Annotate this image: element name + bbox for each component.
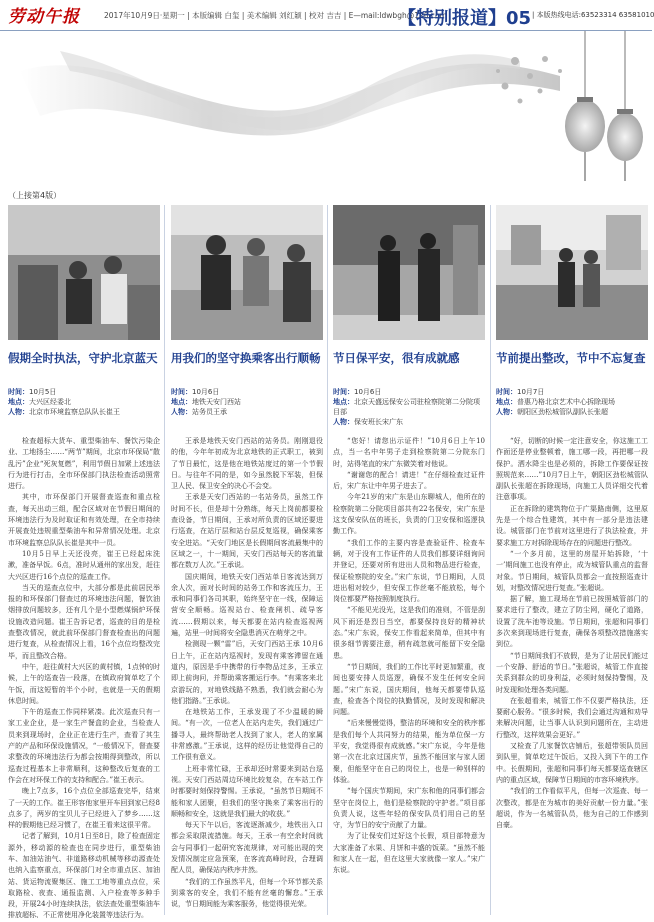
header-info: 2017年10月9日·星期一 | 本版编辑 白玺 | 美术编辑 刘红颖 | 校对 吉吉 | E—mail:ldwbgh@126.com: [104, 11, 447, 20]
story-paragraph: “节日期间，我们的工作比平时更加繁重，夜间也要安排人员巡逻，确保不发生任何安全问题。”宋广东说，国庆期间，他每天都要带队巡查，检查各个岗位的执勤情况，及时发现和解决问题。: [333, 662, 485, 717]
column-divider: [490, 205, 491, 915]
story-paragraph: 又检查了几家餐饮店铺后，张超带领队员回到队里，简单吃过午饭后，又投入到下午的工作中。长假期间，张超和同事们每天都要巡查辖区内的重点区域，保障节日期间的市容环境秩序。: [496, 742, 648, 784]
story-paragraph: “一个多月前，这里的房屋开始拆除，‘十一’期间施工也没有停止，成为城管队重点的监督对象。节日期间，城管队员都会一直按照巡查计划，对整改情况进行复查。”张超说。: [496, 549, 648, 592]
story-paragraph: “好，切断的时候一定注意安全，你这施工工作面还是停业整顿着，施工哪一段，再把哪一段保护。洒水降尘也是必须的，拆除工作要保证按照规范来……”10月7日上午，朝阳区劲松城管队副队长张超在拆除现场，向施工人员详细交代着注意事项。: [496, 437, 648, 502]
photo-subway: [171, 205, 323, 340]
story-paragraph: 为了让保安们过好这个长假，项目部特意为大家准备了水果、月饼和丰盛的饭菜。“虽然不能和家人在一起，但在这里大家就像一家人。”宋广东说。: [333, 832, 485, 875]
story-paragraph: “后来慢慢觉得，整洁的环境和安全的秩序都是我们每个人共同努力的结果，能为单位保一方平安，我觉得很有成就感。”宋广东说，今年是他第一次在北京过国庆节，虽然不能回家与家人团聚，但能坚守在自己的岗位上，也是一种别样的体验。: [333, 719, 485, 784]
story-paragraph: 下午的巡查工作同样紧凑。此次巡查只有一家工业企业，是一家生产餐盒的企业，当检查人员来到现场时，企业正在进行生产，查看了其生产的产品和环保设施情况，“一般情况下，督查要求整改的环境违法行为都会按期得到整改，所以巡查过程基本上非常顺利，这种整改后复查的工作会在对环保工作的支持和配合。”崔王表示。: [8, 708, 160, 784]
story-body: [496, 436, 648, 914]
story-paragraph: 中午，赶往黄村大兴区的黄村镇，1点钟的时候，上午的巡查告一段落，在镇政府简单吃了个午饭，而这短暂的半个小时，也就是一天的假期休息时间。: [8, 662, 160, 705]
story-body: [8, 436, 160, 920]
hotline: | 本版热线电话:63523314 63581010: [532, 11, 654, 19]
story-paragraph: 检测现一颗“雷”后，天安门西站王承 10月6日上午，正在站内巡视时，发现有乘客滞留在通道内，原因是手中携带的行李物品过多，王承立即上前询问，并帮助乘客搬运行李。“有乘客来北京游玩的，对地铁线路不熟悉，我们就会耐心为他们指路。”王承说。: [171, 640, 323, 705]
story-body: [171, 436, 323, 914]
lantern-icon: [565, 31, 605, 181]
silk-lantern-banner: [0, 31, 652, 183]
story-paragraph: 正在拆除的建筑物位于广渠路南侧，这里原先是一个综合性建筑，其中有一部分是违法建设。城管部门在节前对这里进行了执法检查，并要求施工方对拆除现场存在的问题进行整改。: [496, 504, 648, 547]
story-headline: 节日保平安，很有成就感: [333, 351, 460, 365]
story-meta: 时间：10月7日 地点：普惠乃格北京艺术中心拆除现场 人物：朝阳区劲松城管队副队长张超: [496, 388, 615, 416]
story-paragraph: “您好！请您出示证件！”10月6日上午10点，当一名中年男子走到检察院第二分院东门时，站得笔直的宋广东微笑着对他说。: [333, 437, 485, 468]
story-paragraph: 据了解，施工现场在节前已按照城管部门的要求进行了整改，建立了防尘网，硬化了道路，设置了洗车池等设施。节日期间，张超和同事们多次来到现场进行复查，确保各项整改措施落实到位。: [496, 595, 648, 649]
story-paragraph: 当天的巡查点位中，大部分都是此前居民举报的和环保部门督查过的环境违法问题，餐饮油烟排放问题较多，还有几个是小型燃煤锅炉环保设施改造问题。崔王告诉记者，巡查的目的是检查整改情况，就此前环保部门督查检查出的问题进行复查，从检查情况上看，16个点位均整改完毕，而且整改合格。: [8, 583, 160, 660]
story-paragraph: 每天下午以后，客流逐渐减少，地铁出入口都会采取限流措施。每天，王承一有空余时间就会与同事们一起研究客流规律，对可能出现的突发情况制定应急预案，在客流高峰时段，合理调配人员，确保站内秩序井然。: [171, 821, 323, 875]
story-4: [496, 205, 648, 417]
continued-note: （上接第4版）: [8, 191, 62, 200]
photo-demolition-site: [496, 205, 648, 340]
story-paragraph: 今年21岁的宋广东是山东聊城人，他所在的检察院第二分院项目部共有22名保安，宋广东是这支保安队伍的班长，负责的门卫安保和巡逻执勤工作。: [333, 493, 485, 536]
story-meta: 时间：10月5日 地点：大兴区经委北 人物：北京市环境监察总队队长崔王: [8, 388, 120, 416]
story-paragraph: 检查超标大货车、重型柴油车、餐饮污染企业、工地扬尘……“两节”期间，北京市环保局“散乱污”企业“死灰复燃”，利用节假日加紧上述违法行为进行打击，全市环保部门执法检查活动照常进行。: [8, 437, 160, 491]
story-paragraph: 在张超看来，城管工作不仅要严格执法，还要耐心服务。“很多时候，我们会通过沟通和劝导来解决问题，让当事人认识到问题所在，主动进行整改，这样效果会更好。”: [496, 696, 648, 739]
story-headline: 用我们的坚守换乘客出行顺畅: [171, 351, 321, 365]
story-2: [171, 205, 323, 417]
photo-inspection: [8, 205, 160, 340]
story-paragraph: “不能见光没光，这是我们的准则，不管是刮风下雨还是烈日当空，都要保持良好的精神状态。”宋广东说，保安工作看起来简单，但其中有很多细节需要注意，稍有疏忽就可能留下安全隐患。: [333, 606, 485, 660]
page-header: [0, 0, 652, 31]
column-divider: [327, 205, 328, 915]
story-paragraph: “谢谢您的配合！请进！”在仔细检查过证件后，宋广东让中年男子进去了。: [333, 470, 485, 491]
section-title: 【特别报道】05: [398, 8, 532, 29]
lantern-icon: [607, 31, 643, 181]
story-paragraph: 其中，市环保部门开展督查巡查和重点检查，每天出动三组，配合区域对在节假日期间的环境违法行为及时取证和有效处理，在全市持续开展查处违规重型柴油车和异常情况处理。北京市环境监察总队队长崔是其中一员。: [8, 493, 160, 547]
story-paragraph: “每个国庆节期间，宋广东和他的同事们都会坚守在岗位上，他们是检察院的守护者。”项目部负责人说，这些年轻的保安队员们用自己的坚守，为节日的安宁贡献了力量。: [333, 787, 485, 830]
story-paragraph: 晚上7点多，16个点位全部巡查完毕，结束了一天的工作。崔王形容他家里开车回到家已经8点多了，两岁的宝贝儿子已经进入了梦乡……这样的假期他已经习惯了，在崔王看来这很平常。: [8, 787, 160, 830]
story-paragraph: 国庆期间，地铁天安门西站单日客流达到万余人次，面对长时间的站务工作和客流压力，王承和同事们各司其职，始终坚守在一线，保障运营安全顺畅。巡视站台、检查闸机、疏导客流……假期以来，每天都要在站内检查巡视两遍，站里一时间将安全隐患消灭在萌芽之中。: [171, 572, 323, 638]
story-paragraph: 王承是天安门西站的一名站务员，虽然工作时间不长，但是却十分熟练，每天上岗前都要检查设备，节日期间，王承对所负责的区域还要进行巡查，在站厅层和站台层反复巡视，确保乘客安全进站。“天安门地区是长假期间客流最集中的区域之一，十一期间，天安门西站每天的客流量都在数万人次。”王承说。: [171, 493, 323, 570]
column-divider: [164, 205, 165, 915]
story-3: [333, 205, 485, 427]
story-meta: 时间：10月6日 地点：地铁天安门西站 人物：站务员王承: [171, 388, 241, 416]
story-paragraph: “我们的工作虽然平凡，但每一个环节都关系到乘客的安全，我们不能有丝毫的懈怠。”王承说，节日期间能为乘客服务，他觉得很光荣。: [171, 877, 323, 909]
story-paragraph: 在地铁站工作，王承发现了不少温暖的瞬间。“有一次，一位老人在站内走失，我们通过广播寻人，最终帮助老人找到了家人，老人的家属非常感激。”王承说，这样的经历让他觉得自己的工作很有意义。: [171, 708, 323, 762]
story-1: [8, 205, 160, 417]
story-paragraph: “我们的工作看似平凡，但每一次巡查、每一次整改，都是在为城市的美好贡献一份力量。”张超说，作为一名城管队员，他为自己的工作感到自豪。: [496, 787, 648, 830]
photo-security-guards: [333, 205, 485, 340]
story-body: [333, 436, 485, 914]
newspaper-logo: 劳动午报: [8, 7, 80, 27]
story-paragraph: 记者了解到，10月1日至8日，除了检查固定源外，移动源的检查也在同步进行，重型柴油车、加油站油气、非道路移动机械等移动源查处也纳入监察重点，环保部门对全市重点区、加油站、货运物流聚集区、施工工地等重点点位，采取路检、夜查、通报监测、入户检查等多种手段，开展24小时连续执法，依法查处重型柴油车排放超标、不正常使用净化装置等违法行为。: [8, 832, 160, 920]
story-headline: 节前提出整改，节中不忘复查: [496, 351, 646, 365]
story-paragraph: “我们工作的主要内容是查验证件、检查车辆，对于没有工作证件的人员我们都要详细询问并登记，还要对所有进出人员和物品进行检查，保证检察院的安全。”宋广东说，节日期间，人员进出相对较少，但安保工作丝毫不能放松，每个岗位都要严格按照制度执行。: [333, 538, 485, 604]
story-meta: 时间：10月6日 地点：北京天盛远保安公司驻检察院第二分院项目部 人物：保安班长宋广东: [333, 388, 480, 426]
story-paragraph: 上班非常忙碌，王承却还时常要来到站台巡视。天安门西站周边环境比较复杂，在车站工作时都要时刻保持警惕。王承说，“虽然节日期间不能和家人团聚，但我们的坚守换来了乘客出行的顺畅和安全，这就是我们最大的收获。”: [171, 764, 323, 818]
story-paragraph: 王承是地铁天安门西站的站务员。刚刚退役的他，今年年初成为北京地铁的正式职工，被到了节日最忙，这是他在地铁站度过的第一个节假日。与往年不同的是，如今虽然脱下军装，但保卫人民、保卫安全的决心不会变。: [171, 437, 323, 491]
story-headline: 假期全时执法，守护北京蓝天: [8, 351, 158, 365]
story-paragraph: 10月5日早上天还没亮，崔王已经起床洗漱，准备早饭。6点，准时从通州的家出发，赶往大兴区进行16个点位的巡查工作。: [8, 549, 160, 581]
story-paragraph: “节日期间我们不放假，是为了让居民们能过一个安静、舒适的节日。”张超说，城管工作直接关系到群众的切身利益，必须时刻保持警惕，及时发现和处理各类问题。: [496, 651, 648, 694]
